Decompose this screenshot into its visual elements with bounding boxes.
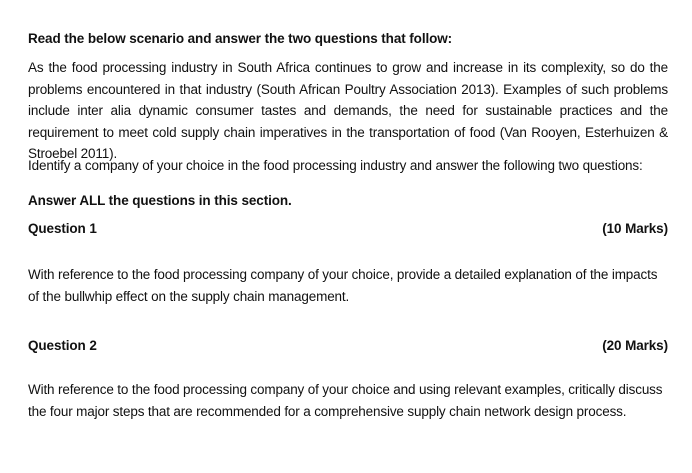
instruction-paragraph: Identify a company of your choice in the food processing industry and answer the following two questions: [28,158,643,173]
question-2-body: With reference to the food processing company of your choice and using relevant examples, critically discuss the four major steps that are recommended for a comprehensive supply chain network design process. [28,382,663,419]
scenario-heading: Read the below scenario and answer the two questions that follow: [28,31,453,46]
question-2-marks: (20 Marks) [602,338,668,353]
document-page [28,0,668,473]
question-1-title: Question 1 [28,221,97,236]
question-1-body: With reference to the food processing company of your choice, provide a detailed explanation of the impacts of the bullwhip effect on the supply chain management. [28,267,658,304]
question-2-header [28,338,668,353]
section-instruction: Answer ALL the questions in this section. [28,193,292,208]
clipped-top-edge [28,0,668,4]
question-1-marks: (10 Marks) [602,221,668,236]
question-2-title: Question 2 [28,338,97,353]
question-1-header [28,221,668,236]
scenario-paragraph: As the food processing industry in South Africa continues to grow and increase in its complexity, so do the problems encountered in that industry (South African Poultry Association 2013). Examples of such problems include inter alia dynamic consumer tastes and demands, the need for sustainable practices and the requirement to meet cold supply chain imperatives in the transportation of food (Van Rooyen, Esterhuizen & Stroebel 2011). [28,60,668,161]
